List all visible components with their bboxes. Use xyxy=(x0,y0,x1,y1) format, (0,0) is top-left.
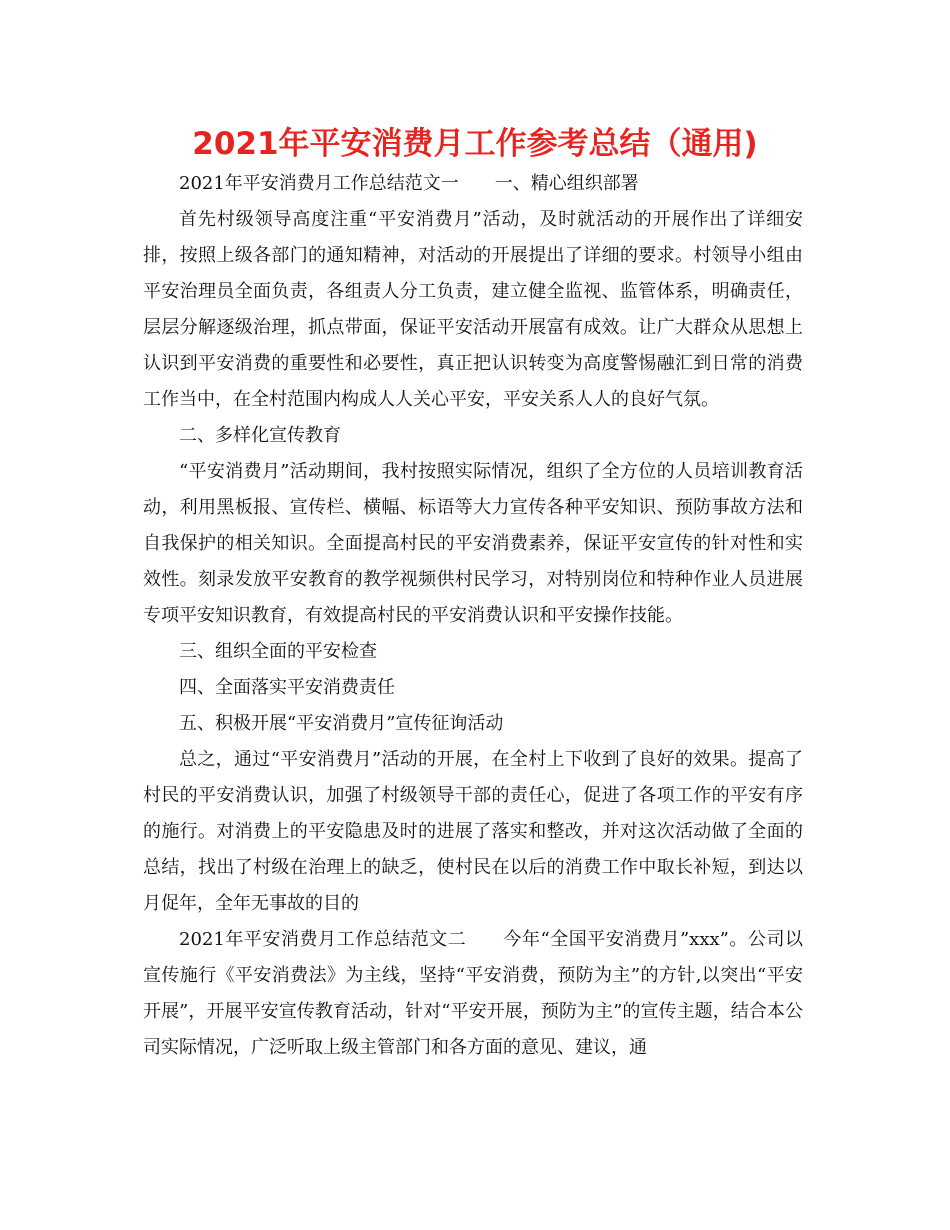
paragraph-4: “平安消费月”活动期间，我村按照实际情况，组织了全方位的人员培训教育活动，利用黑板报、宣传栏、横幅、标语等大力宣传各种平安知识、预防事故方法和自我保护的相关知识。全面提高村民的平安消费素养，保证平安宣传的针对性和实效性。刻录发放平安教育的教学视频供村民学习，对特别岗位和特种作业人员进展专项平安知识教育，有效提高村民的平安消费认识和平安操作技能。 xyxy=(143,461,803,626)
document-title: 2021年平安消费月工作参考总结（通用) xyxy=(192,126,758,162)
paragraph-3: 二、多样化宣传教育 xyxy=(179,425,341,446)
document-body xyxy=(143,166,803,1066)
paragraph-5: 三、组织全面的平安检查 xyxy=(179,641,377,662)
paragraph-9: 2021年平安消费月工作总结范文二 今年“全国平安消费月”xxx”。公司以宣传施行《平安消费法》为主线，坚持“平安消费，预防为主”的方针,以突出“平安开展”，开展平安宣传教育活动，针对“平安开展，预防为主”的宣传主题，结合本公司实际情况，广泛听取上级主管部门和各方面的意见、建议，通 xyxy=(143,929,803,1058)
paragraph-6: 四、全面落实平安消费责任 xyxy=(179,677,395,698)
paragraph-2: 首先村级领导高度注重“平安消费月”活动，及时就活动的开展作出了详细安排，按照上级各部门的通知精神，对活动的开展提出了详细的要求。村领导小组由平安治理员全面负责，各组责人分工负责，建立健全监视、监管体系，明确责任，层层分解逐级治理，抓点带面，保证平安活动开展富有成效。让广大群众从思想上认识到平安消费的重要性和必要性，真正把认识转变为高度警惕融汇到日常的消费工作当中，在全村范围内构成人人关心平安，平安关系人人的良好气氛。 xyxy=(143,209,803,410)
paragraph-7: 五、积极开展“平安消费月”宣传征询活动 xyxy=(179,713,504,734)
paragraph-8: 总之，通过“平安消费月”活动的开展，在全村上下收到了良好的效果。提高了村民的平安消费认识，加强了村级领导干部的责任心，促进了各项工作的平安有序的施行。对消费上的平安隐患及时的进展了落实和整改，并对这次活动做了全面的总结，找出了村级在治理上的缺乏，使村民在以后的消费工作中取长补短，到达以月促年，全年无事故的目的 xyxy=(143,749,803,914)
paragraph-1: 2021年平安消费月工作总结范文一 一、精心组织部署 xyxy=(179,173,639,194)
